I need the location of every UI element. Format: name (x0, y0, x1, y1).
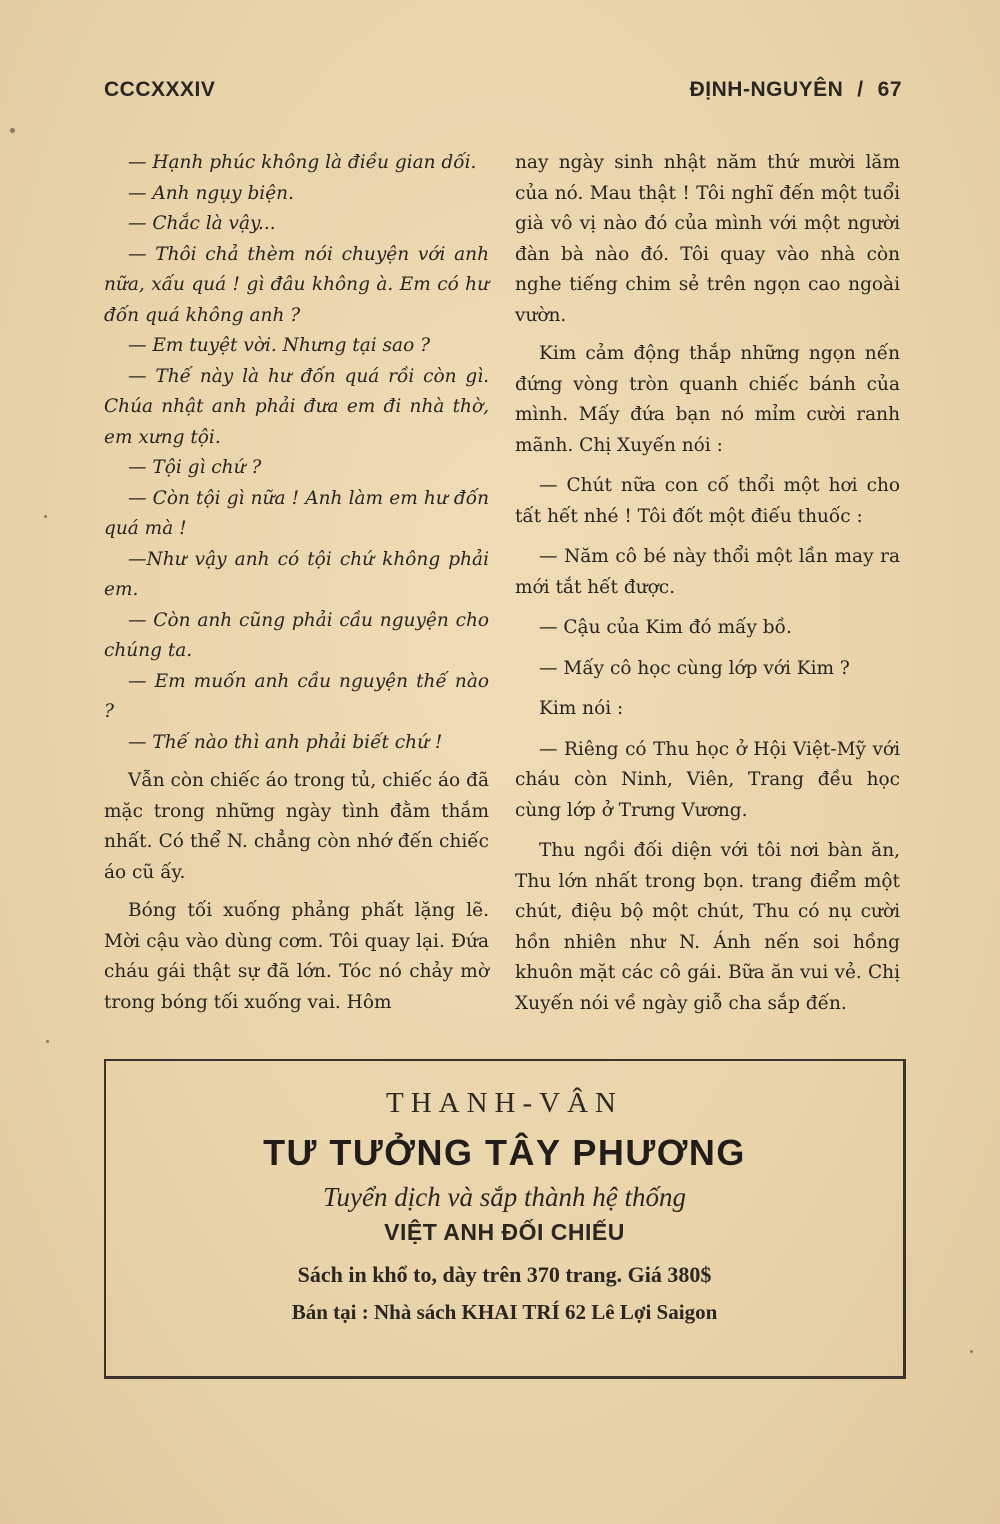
paragraph: Thu ngồi đối diện với tôi nơi bàn ăn, Thu lớn nhất trong bọn. trang điểm một chút, điệu bộ một chút, Thu có nụ cười hồn nhiên như N. Ánh nến soi hồng khuôn mặt các cô gái. Bữa ăn vui vẻ. Chị Xuyến nói về ngày giỗ cha sắp đến. (515, 840, 900, 1014)
ad-publisher: THANH-VÂN (386, 1087, 623, 1119)
author-name: ĐỊNH-NGUYÊN (689, 78, 844, 101)
paragraph: — Riêng có Thu học ở Hội Việt-Mỹ với cháu còn Ninh, Viên, Trang đều học cùng lớp ở Trưng Vương. (515, 738, 900, 821)
paragraph: Bóng tối xuống phảng phất lặng lẽ. Mời cậu vào dùng cơm. Tôi quay lại. Đứa cháu gái thật sự đã lớn. Tóc nó chảy mờ trong bóng tối xuống vai. Hôm (104, 900, 489, 1013)
paragraph: — Còn tội gì nữa ! Anh làm em hư đốn quá mà ! (104, 487, 489, 539)
advertisement-box (104, 1059, 906, 1379)
paper-speck (44, 515, 47, 518)
paper-speck (970, 1350, 973, 1353)
page-header (104, 78, 902, 102)
paragraph: — Thế nào thì anh phải biết chứ ! (128, 731, 443, 753)
left-column (104, 148, 489, 1018)
paper-speck (10, 128, 15, 133)
paragraph: Kim nói : (539, 698, 624, 719)
ad-subtitle-2: VIỆT ANH ĐỐI CHIẾU (384, 1219, 625, 1245)
ad-book-info: Sách in khổ to, dày trên 370 trang. Giá 380$ (297, 1262, 712, 1287)
paragraph: — Chắc là vậy... (128, 213, 276, 234)
paper-speck (46, 1040, 49, 1043)
page-number: 67 (877, 78, 902, 101)
paragraph: — Tội gì chứ ? (128, 457, 262, 478)
ad-sale-line (106, 1300, 903, 1325)
ad-sale-label: Bán tại : (291, 1300, 369, 1324)
paragraph: — Còn anh cũng phải cầu nguyện cho chúng ta. (104, 609, 489, 661)
paragraph: Vẫn còn chiếc áo trong tủ, chiếc áo đã mặc trong những ngày tình đằm thắm nhất. Có thể N. chẳng còn nhớ đến chiếc áo cũ ấy. (104, 770, 489, 883)
paragraph: — Hạnh phúc không là điều gian dối. (128, 152, 477, 173)
paragraph: —Như vậy anh có tội chứ không phải em. (104, 548, 489, 600)
issue-number: CCCXXXIV (104, 78, 216, 101)
paragraph: Kim cảm động thắp những ngọn nến đứng vòng tròn quanh chiếc bánh của mình. Mấy đứa bạn nó mỉm cười ranh mãnh. Chị Xuyến nói : (515, 343, 900, 456)
paragraph: — Cậu của Kim đó mấy bồ. (539, 617, 792, 638)
right-column (515, 148, 900, 1019)
paragraph: — Mấy cô học cùng lớp với Kim ? (539, 657, 850, 679)
paragraph: nay ngày sinh nhật năm thứ mười lăm của nó. Mau thật ! Tôi nghĩ đến một tuổi già vô vị nào đó của mình với một người đàn bà nào đó. Tôi quay vào nhà còn nghe tiếng chim sẻ trên ngọn cao ngoài vườn. (515, 152, 900, 326)
paragraph: — Anh ngụy biện. (128, 182, 294, 204)
paragraph: — Năm cô bé này thổi một lần may ra mới tắt hết được. (515, 546, 900, 598)
paragraph: — Thế này là hư đốn quá rồi còn gì. Chúa nhật anh phải đưa em đi nhà thờ, em xưng tội. (104, 365, 489, 448)
header-separator: / (857, 78, 864, 101)
paragraph: — Em tuyệt vời. Nhưng tại sao ? (128, 335, 431, 356)
paragraph: — Thôi chả thèm nói chuyện với anh nữa, xấu quá ! gì đâu không à. Em có hư đốn quá không anh ? (104, 243, 489, 326)
header-right (690, 78, 902, 102)
ad-book-title: TƯ TƯỞNG TÂY PHƯƠNG (263, 1132, 746, 1173)
paragraph: — Em muốn anh cầu nguyện thế nào ? (104, 670, 489, 722)
paragraph: — Chút nữa con cố thổi một hơi cho tất hết nhé ! Tôi đốt một điếu thuốc : (515, 475, 900, 527)
ad-sale-place: Nhà sách KHAI TRÍ 62 Lê Lợi Saigon (374, 1300, 718, 1324)
ad-subtitle: Tuyển dịch và sắp thành hệ thống (323, 1182, 686, 1212)
